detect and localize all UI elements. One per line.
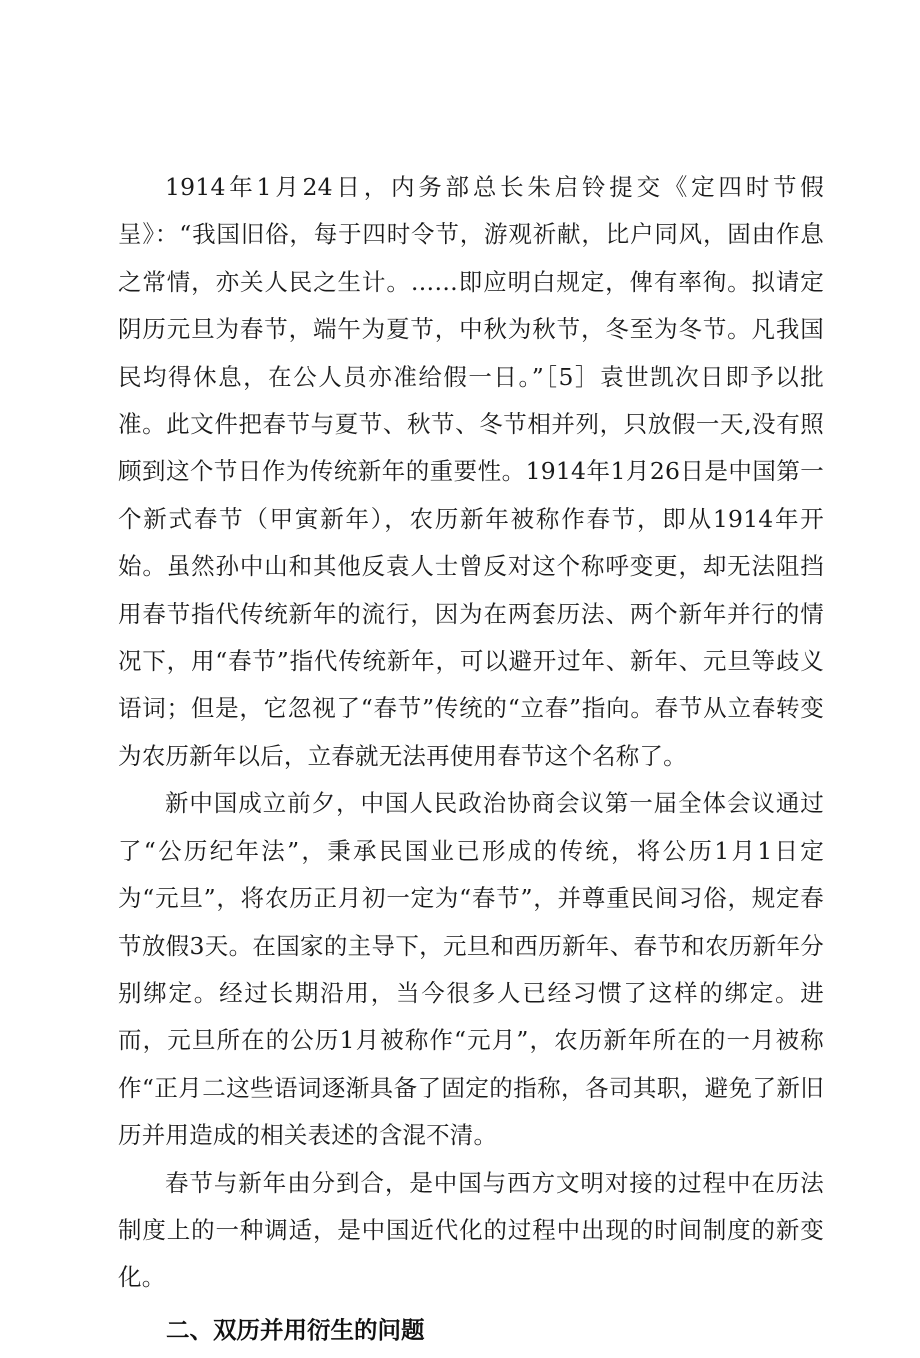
paragraph-1914-spring-festival: 1914年1月24日，内务部总长朱启铃提交《定四时节假呈》：“我国旧俗，每于四时令节，游观祈献，比户同风，固由作息之常情，亦关人民之生计。……即应明白规定，俾有率徇。拟请定阴历元旦为春节，端午为夏节，中秋为秋节，冬至为冬节。凡我国民均得休息，在公人员亦准给假一日。”［5］袁世凯次日即予以批准。此文件把春节与夏节、秋节、冬节相并列，只放假一天,没有照顾到这个节日作为传统新年的重要性。1914年1月26日是中国第一个新式春节（甲寅新年），农历新年被称作春节，即从1914年开始。虽然孙中山和其他反袁人士曾反对这个称呼变更，却无法阻挡用春节指代传统新年的流行，因为在两套历法、两个新年并行的情况下，用“春节”指代传统新年，可以避开过年、新年、元旦等歧义语词；但是，它忽视了“春节”传统的“立春”指向。春节从立春转变为农历新年以后，立春就无法再使用春节这个名称了。 (118, 173, 824, 770)
paragraph-summary: 春节与新年由分到合，是中国与西方文明对接的过程中在历法制度上的一种调适，是中国近代化的过程中出现的时间制度的新变化。 (118, 1168, 824, 1292)
document-body (118, 164, 824, 1358)
paragraph-new-china-calendar: 新中国成立前夕，中国人民政治协商会议第一届全体会议通过了“公历纪年法”，秉承民国业已形成的传统，将公历1月1日定为“元旦”，将农历正月初一定为“春节”，并尊重民间习俗，规定春节放假3天。在国家的主导下，元旦和西历新年、春节和农历新年分别绑定。经过长期沿用，当今很多人已经习惯了这样的绑定。进而，元旦所在的公历1月被称作“元月”，农历新年所在的一月被称作“正月二这些语词逐渐具备了固定的指称，各司其职，避免了新旧历并用造成的相关表述的含混不清。 (118, 789, 824, 1150)
section-heading: 二、双历并用衍生的问题 (166, 1315, 425, 1344)
